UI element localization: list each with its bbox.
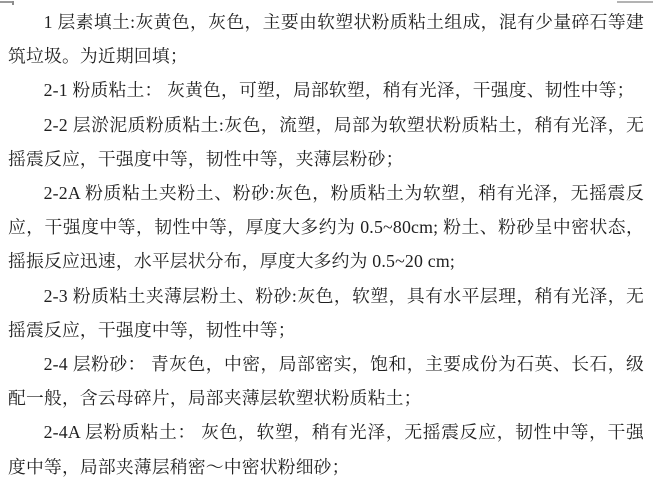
soil-layer-paragraph-2-4A: 2-4A 层粉质粘土： 灰色，软塑，稍有光泽，无摇震反应，韧性中等，干强度中等，局部夹薄层稍密～中密状粉细砂； [8, 422, 644, 477]
soil-layer-paragraph-2-2A: 2-2A 粉质粘土夹粉土、粉砂:灰色，粉质粘土为软塑，稍有光泽，无摇震反应，干强度中等，韧性中等，厚度大多约为 0.5~80cm; 粉土、粉砂呈中密状态，摇振反应迅速，水平层状分布，厚度大多约为 0.5~20 cm; [8, 183, 644, 272]
table-border-fragment-right [617, 1, 653, 3]
soil-layer-paragraph-2-2: 2-2 层淤泥质粉质粘土:灰色，流塑，局部为软塑状粉质粘土，稍有光泽，无摇震反应，干强度中等，韧性中等，夹薄层粉砂； [8, 114, 644, 169]
document-text-area [8, 5, 644, 482]
soil-layer-paragraph-2-3: 2-3 粉质粘土夹薄层粉土、粉砂:灰色，软塑，具有水平层理，稍有光泽，无摇震反应，干强度中等，韧性中等； [8, 285, 644, 340]
table-border-fragment-left [0, 1, 14, 3]
soil-layer-paragraph-2-4: 2-4 层粉砂： 青灰色，中密，局部密实，饱和，主要成份为石英、长石，级配一般，含云母碎片，局部夹薄层软塑状粉质粘土； [8, 354, 644, 409]
soil-layer-paragraph-1: 1 层素填土:灰黄色，灰色，主要由软塑状粉质粘土组成，混有少量碎石等建筑垃圾。为近期回填； [8, 12, 644, 67]
soil-layer-paragraph-2-1: 2-1 粉质粘土： 灰黄色，可塑，局部软塑，稍有光泽，干强度、韧性中等； [43, 80, 635, 101]
